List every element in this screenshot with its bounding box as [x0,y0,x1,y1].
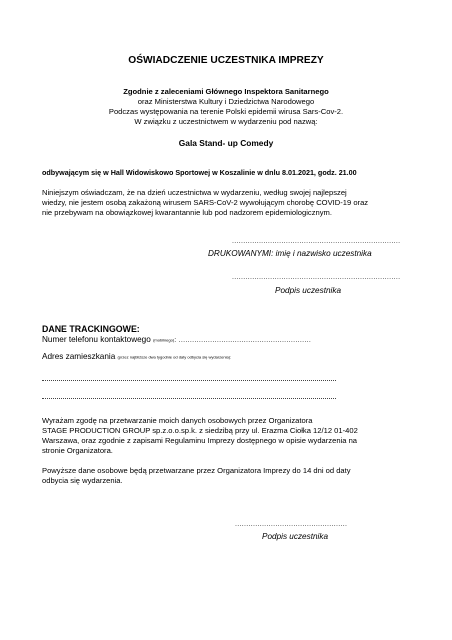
name-dotted-line: ........................................................................... [232,238,401,245]
declaration-paragraph [42,188,412,218]
phone-row [42,335,311,344]
address-note: (przez najbliższe dwa tygodnie od daty odbycia się wydarzenia): [117,354,232,360]
phone-note: (mobilnego) [153,337,175,343]
address-line-2 [42,398,336,399]
consent-line: STAGE PRODUCTION GROUP sp.z.o.o.sp.k. z siedzibą przy ul. Erazma Ciołka 12/12 01-402 [42,426,358,435]
phone-label: Numer telefonu kontaktowego [42,335,151,344]
consent-paragraph [42,416,412,456]
address-row [42,352,231,361]
final-signature-dotted-line: .................................................. [235,521,348,528]
processing-paragraph [42,466,412,486]
signature-dotted-line: ........................................................................... [232,274,401,281]
document-title: OŚWIADCZENIE UCZESTNIKA IMPREZY [128,55,324,66]
declaration-line: nie przebywam na obowiązkowej kwarantannie lub pod nadzorem epidemiologicznym. [42,208,332,217]
signature-caption: Podpis uczestnika [275,286,341,295]
declaration-line: Niniejszym oświadczam, że na dzień uczestnictwa w wydarzeniu, według swojej najlepszej [42,188,347,197]
processing-line: Powyższe dane osobowe będą przetwarzane przez Organizatora Imprezy do 14 dni od daty [42,466,351,475]
final-signature-caption: Podpis uczestnika [262,532,328,541]
intro-line-4: W związku z uczestnictwem w wydarzeniu pod nazwą: [134,117,318,126]
address-label: Adres zamieszkania [42,352,116,361]
address-line-1 [42,380,336,381]
consent-line: Warszawa, oraz zgodnie z zapisami Regulaminu Imprezy dostępnego w opisie wydarzenia na [42,436,358,445]
tracking-heading: DANE TRACKINGOWE: [42,324,140,334]
consent-line: Wyrażam zgodę na przetwarzanie moich danych osobowych przez Organizatora [42,416,313,425]
processing-line: odbycia się wydarzenia. [42,476,123,485]
declaration-line: wiedzy, nie jestem osobą zakażoną wirusem SARS-CoV-2 wywołującym chorobę COVID-19 oraz [42,198,369,207]
name-caption: DRUKOWANYMI: imię i nazwisko uczestnika [208,249,372,258]
consent-line: stronie Organizatora. [42,446,113,455]
intro-line-1: Zgodnie z zaleceniami Głównego Inspektora Sanitarnego [123,87,329,96]
intro-line-2: oraz Ministerstwa Kultury i Dziedzictwa Narodowego [137,97,315,106]
phone-dotted-line: : ........................................................... [174,337,312,344]
venue-line: odbywającym się w Hall Widowiskowo Sportowej w Koszalinie w dnlu 8.01.2021, godz. 21.00 [42,168,357,177]
intro-line-3: Podczas występowania na terenie Polski epidemii wirusa Sars-Cov-2. [108,107,344,116]
event-name: Gala Stand- up Comedy [178,138,274,148]
